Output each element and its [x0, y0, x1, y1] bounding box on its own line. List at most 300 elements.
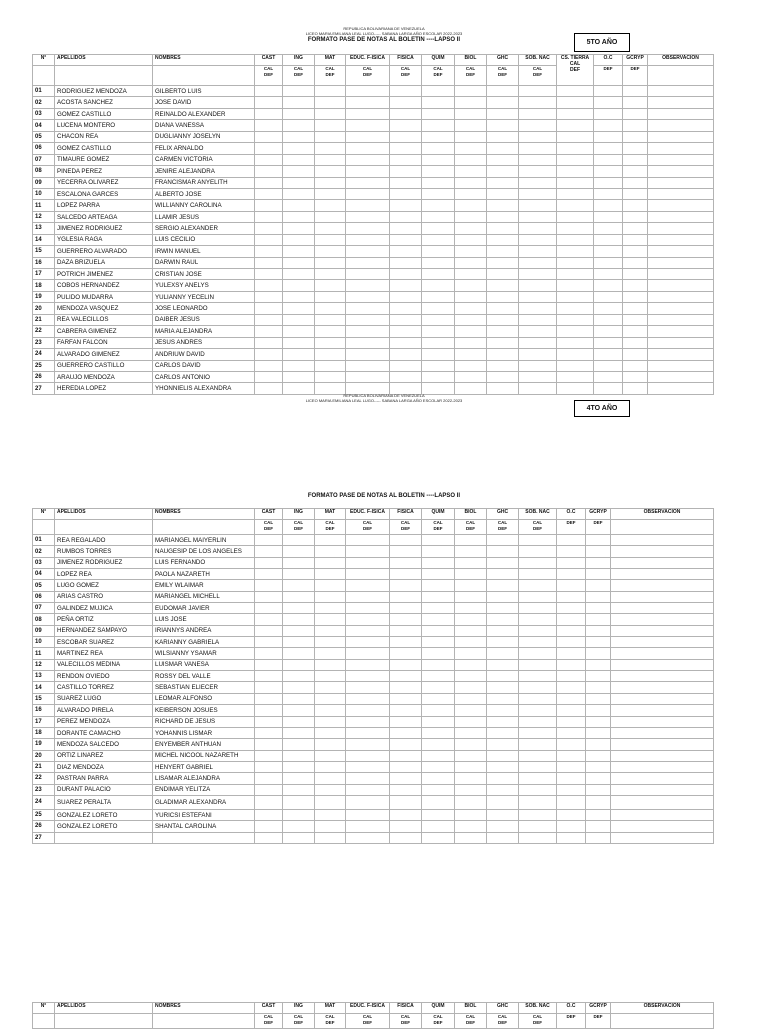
grade-cell[interactable]	[422, 727, 455, 738]
grade-cell[interactable]	[455, 739, 487, 750]
grade-cell[interactable]	[519, 349, 557, 360]
grade-cell[interactable]	[519, 280, 557, 291]
grade-cell[interactable]	[390, 625, 422, 636]
grade-cell[interactable]	[487, 795, 519, 809]
grade-cell[interactable]	[586, 557, 611, 568]
grade-cell[interactable]	[283, 557, 315, 568]
grade-cell[interactable]	[586, 625, 611, 636]
grade-cell[interactable]	[455, 269, 487, 280]
grade-cell[interactable]	[283, 569, 315, 580]
grade-cell[interactable]	[586, 773, 611, 784]
grade-cell[interactable]	[422, 809, 455, 820]
grade-cell[interactable]	[557, 716, 586, 727]
grade-cell[interactable]	[283, 750, 315, 761]
grade-cell[interactable]	[594, 120, 623, 131]
grade-cell[interactable]	[586, 546, 611, 557]
grade-cell[interactable]	[315, 535, 346, 546]
grade-cell[interactable]	[611, 648, 714, 659]
grade-cell[interactable]	[594, 349, 623, 360]
grade-cell[interactable]	[390, 200, 422, 211]
grade-cell[interactable]	[648, 154, 714, 165]
grade-cell[interactable]	[519, 809, 557, 820]
grade-cell[interactable]	[487, 580, 519, 591]
grade-cell[interactable]	[519, 682, 557, 693]
grade-cell[interactable]	[455, 648, 487, 659]
grade-cell[interactable]	[315, 211, 346, 222]
grade-cell[interactable]	[557, 535, 586, 546]
grade-cell[interactable]	[422, 120, 455, 131]
grade-cell[interactable]	[648, 303, 714, 314]
grade-cell[interactable]	[315, 120, 346, 131]
grade-cell[interactable]	[422, 625, 455, 636]
grade-cell[interactable]	[519, 716, 557, 727]
grade-cell[interactable]	[648, 211, 714, 222]
grade-cell[interactable]	[623, 280, 648, 291]
grade-cell[interactable]	[346, 535, 390, 546]
grade-cell[interactable]	[519, 705, 557, 716]
grade-cell[interactable]	[422, 188, 455, 199]
grade-cell[interactable]	[390, 314, 422, 325]
grade-cell[interactable]	[487, 625, 519, 636]
grade-cell[interactable]	[422, 143, 455, 154]
grade-cell[interactable]	[623, 223, 648, 234]
grade-cell[interactable]	[557, 280, 594, 291]
grade-cell[interactable]	[586, 832, 611, 843]
grade-cell[interactable]	[455, 371, 487, 382]
grade-cell[interactable]	[422, 86, 455, 97]
grade-cell[interactable]	[519, 211, 557, 222]
grade-cell[interactable]	[557, 614, 586, 625]
grade-cell[interactable]	[315, 693, 346, 704]
grade-cell[interactable]	[390, 591, 422, 602]
grade-cell[interactable]	[557, 773, 586, 784]
grade-cell[interactable]	[455, 693, 487, 704]
grade-cell[interactable]	[315, 705, 346, 716]
grade-cell[interactable]	[519, 360, 557, 371]
grade-cell[interactable]	[315, 784, 346, 795]
grade-cell[interactable]	[283, 326, 315, 337]
grade-cell[interactable]	[346, 97, 390, 108]
grade-cell[interactable]	[623, 234, 648, 245]
grade-cell[interactable]	[315, 97, 346, 108]
grade-cell[interactable]	[648, 314, 714, 325]
grade-cell[interactable]	[255, 246, 283, 257]
grade-cell[interactable]	[283, 795, 315, 809]
grade-cell[interactable]	[315, 234, 346, 245]
grade-cell[interactable]	[283, 821, 315, 832]
grade-cell[interactable]	[315, 166, 346, 177]
grade-cell[interactable]	[315, 795, 346, 809]
grade-cell[interactable]	[557, 625, 586, 636]
grade-cell[interactable]	[557, 637, 586, 648]
grade-cell[interactable]	[519, 143, 557, 154]
grade-cell[interactable]	[487, 234, 519, 245]
grade-cell[interactable]	[315, 637, 346, 648]
grade-cell[interactable]	[594, 280, 623, 291]
grade-cell[interactable]	[255, 371, 283, 382]
grade-cell[interactable]	[315, 337, 346, 348]
grade-cell[interactable]	[255, 716, 283, 727]
grade-cell[interactable]	[557, 108, 594, 119]
grade-cell[interactable]	[255, 773, 283, 784]
grade-cell[interactable]	[283, 177, 315, 188]
grade-cell[interactable]	[315, 727, 346, 738]
grade-cell[interactable]	[283, 280, 315, 291]
grade-cell[interactable]	[519, 557, 557, 568]
grade-cell[interactable]	[519, 269, 557, 280]
grade-cell[interactable]	[519, 580, 557, 591]
grade-cell[interactable]	[623, 349, 648, 360]
grade-cell[interactable]	[455, 349, 487, 360]
grade-cell[interactable]	[487, 143, 519, 154]
grade-cell[interactable]	[390, 648, 422, 659]
grade-cell[interactable]	[648, 177, 714, 188]
grade-cell[interactable]	[557, 546, 586, 557]
grade-cell[interactable]	[557, 223, 594, 234]
grade-cell[interactable]	[283, 671, 315, 682]
grade-cell[interactable]	[390, 693, 422, 704]
grade-cell[interactable]	[594, 97, 623, 108]
grade-cell[interactable]	[455, 86, 487, 97]
grade-cell[interactable]	[346, 809, 390, 820]
grade-cell[interactable]	[255, 682, 283, 693]
grade-cell[interactable]	[390, 371, 422, 382]
grade-cell[interactable]	[390, 108, 422, 119]
grade-cell[interactable]	[255, 200, 283, 211]
grade-cell[interactable]	[255, 108, 283, 119]
grade-cell[interactable]	[455, 326, 487, 337]
grade-cell[interactable]	[255, 303, 283, 314]
grade-cell[interactable]	[255, 750, 283, 761]
grade-cell[interactable]	[487, 257, 519, 268]
grade-cell[interactable]	[315, 625, 346, 636]
grade-cell[interactable]	[346, 223, 390, 234]
grade-cell[interactable]	[594, 326, 623, 337]
grade-cell[interactable]	[346, 303, 390, 314]
grade-cell[interactable]	[390, 727, 422, 738]
grade-cell[interactable]	[455, 200, 487, 211]
grade-cell[interactable]	[594, 188, 623, 199]
grade-cell[interactable]	[390, 269, 422, 280]
grade-cell[interactable]	[422, 166, 455, 177]
grade-cell[interactable]	[519, 86, 557, 97]
grade-cell[interactable]	[283, 211, 315, 222]
grade-cell[interactable]	[255, 809, 283, 820]
grade-cell[interactable]	[255, 569, 283, 580]
grade-cell[interactable]	[648, 120, 714, 131]
grade-cell[interactable]	[623, 246, 648, 257]
grade-cell[interactable]	[283, 349, 315, 360]
grade-cell[interactable]	[390, 580, 422, 591]
grade-cell[interactable]	[390, 177, 422, 188]
grade-cell[interactable]	[557, 739, 586, 750]
grade-cell[interactable]	[586, 614, 611, 625]
grade-cell[interactable]	[557, 648, 586, 659]
grade-cell[interactable]	[519, 761, 557, 772]
grade-cell[interactable]	[648, 97, 714, 108]
grade-cell[interactable]	[315, 291, 346, 302]
grade-cell[interactable]	[422, 739, 455, 750]
grade-cell[interactable]	[519, 693, 557, 704]
grade-cell[interactable]	[255, 739, 283, 750]
grade-cell[interactable]	[255, 223, 283, 234]
grade-cell[interactable]	[611, 739, 714, 750]
grade-cell[interactable]	[283, 535, 315, 546]
grade-cell[interactable]	[455, 705, 487, 716]
grade-cell[interactable]	[487, 648, 519, 659]
grade-cell[interactable]	[557, 809, 586, 820]
grade-cell[interactable]	[255, 143, 283, 154]
grade-cell[interactable]	[594, 246, 623, 257]
grade-cell[interactable]	[283, 97, 315, 108]
grade-cell[interactable]	[594, 269, 623, 280]
grade-cell[interactable]	[623, 143, 648, 154]
grade-cell[interactable]	[519, 303, 557, 314]
grade-cell[interactable]	[487, 371, 519, 382]
grade-cell[interactable]	[283, 546, 315, 557]
grade-cell[interactable]	[594, 166, 623, 177]
grade-cell[interactable]	[519, 659, 557, 670]
grade-cell[interactable]	[390, 291, 422, 302]
grade-cell[interactable]	[623, 131, 648, 142]
grade-cell[interactable]	[648, 280, 714, 291]
grade-cell[interactable]	[455, 821, 487, 832]
grade-cell[interactable]	[455, 557, 487, 568]
grade-cell[interactable]	[586, 659, 611, 670]
grade-cell[interactable]	[390, 705, 422, 716]
grade-cell[interactable]	[557, 784, 586, 795]
grade-cell[interactable]	[346, 269, 390, 280]
grade-cell[interactable]	[390, 739, 422, 750]
grade-cell[interactable]	[390, 637, 422, 648]
grade-cell[interactable]	[586, 535, 611, 546]
grade-cell[interactable]	[648, 269, 714, 280]
grade-cell[interactable]	[519, 603, 557, 614]
grade-cell[interactable]	[255, 535, 283, 546]
grade-cell[interactable]	[487, 809, 519, 820]
grade-cell[interactable]	[623, 337, 648, 348]
grade-cell[interactable]	[255, 637, 283, 648]
grade-cell[interactable]	[455, 795, 487, 809]
grade-cell[interactable]	[455, 603, 487, 614]
grade-cell[interactable]	[315, 557, 346, 568]
grade-cell[interactable]	[315, 86, 346, 97]
grade-cell[interactable]	[557, 671, 586, 682]
grade-cell[interactable]	[422, 784, 455, 795]
grade-cell[interactable]	[519, 591, 557, 602]
grade-cell[interactable]	[519, 200, 557, 211]
grade-cell[interactable]	[346, 761, 390, 772]
grade-cell[interactable]	[519, 637, 557, 648]
grade-cell[interactable]	[557, 371, 594, 382]
grade-cell[interactable]	[586, 569, 611, 580]
grade-cell[interactable]	[255, 648, 283, 659]
grade-cell[interactable]	[519, 188, 557, 199]
grade-cell[interactable]	[283, 120, 315, 131]
grade-cell[interactable]	[487, 705, 519, 716]
grade-cell[interactable]	[422, 337, 455, 348]
grade-cell[interactable]	[315, 546, 346, 557]
grade-cell[interactable]	[648, 234, 714, 245]
grade-cell[interactable]	[455, 166, 487, 177]
grade-cell[interactable]	[586, 648, 611, 659]
grade-cell[interactable]	[346, 591, 390, 602]
grade-cell[interactable]	[255, 693, 283, 704]
grade-cell[interactable]	[519, 177, 557, 188]
grade-cell[interactable]	[455, 257, 487, 268]
grade-cell[interactable]	[557, 603, 586, 614]
grade-cell[interactable]	[315, 569, 346, 580]
grade-cell[interactable]	[648, 223, 714, 234]
grade-cell[interactable]	[455, 809, 487, 820]
grade-cell[interactable]	[255, 269, 283, 280]
grade-cell[interactable]	[390, 773, 422, 784]
grade-cell[interactable]	[422, 569, 455, 580]
grade-cell[interactable]	[586, 716, 611, 727]
grade-cell[interactable]	[283, 659, 315, 670]
grade-cell[interactable]	[346, 705, 390, 716]
grade-cell[interactable]	[422, 108, 455, 119]
grade-cell[interactable]	[346, 795, 390, 809]
grade-cell[interactable]	[283, 809, 315, 820]
grade-cell[interactable]	[557, 257, 594, 268]
grade-cell[interactable]	[422, 591, 455, 602]
grade-cell[interactable]	[557, 682, 586, 693]
grade-cell[interactable]	[586, 580, 611, 591]
grade-cell[interactable]	[557, 360, 594, 371]
grade-cell[interactable]	[455, 154, 487, 165]
grade-cell[interactable]	[346, 337, 390, 348]
grade-cell[interactable]	[255, 291, 283, 302]
grade-cell[interactable]	[315, 188, 346, 199]
grade-cell[interactable]	[422, 234, 455, 245]
grade-cell[interactable]	[346, 154, 390, 165]
grade-cell[interactable]	[390, 349, 422, 360]
grade-cell[interactable]	[487, 569, 519, 580]
grade-cell[interactable]	[594, 234, 623, 245]
grade-cell[interactable]	[519, 154, 557, 165]
grade-cell[interactable]	[283, 727, 315, 738]
grade-cell[interactable]	[455, 569, 487, 580]
grade-cell[interactable]	[519, 314, 557, 325]
grade-cell[interactable]	[390, 154, 422, 165]
grade-cell[interactable]	[346, 143, 390, 154]
grade-cell[interactable]	[455, 97, 487, 108]
grade-cell[interactable]	[487, 659, 519, 670]
grade-cell[interactable]	[557, 693, 586, 704]
grade-cell[interactable]	[283, 360, 315, 371]
grade-cell[interactable]	[594, 143, 623, 154]
grade-cell[interactable]	[487, 727, 519, 738]
grade-cell[interactable]	[594, 314, 623, 325]
grade-cell[interactable]	[594, 108, 623, 119]
grade-cell[interactable]	[422, 671, 455, 682]
grade-cell[interactable]	[255, 120, 283, 131]
grade-cell[interactable]	[611, 580, 714, 591]
grade-cell[interactable]	[594, 360, 623, 371]
grade-cell[interactable]	[519, 832, 557, 843]
grade-cell[interactable]	[455, 591, 487, 602]
grade-cell[interactable]	[346, 234, 390, 245]
grade-cell[interactable]	[519, 234, 557, 245]
grade-cell[interactable]	[455, 337, 487, 348]
grade-cell[interactable]	[422, 269, 455, 280]
grade-cell[interactable]	[455, 188, 487, 199]
grade-cell[interactable]	[586, 671, 611, 682]
grade-cell[interactable]	[455, 671, 487, 682]
grade-cell[interactable]	[594, 371, 623, 382]
grade-cell[interactable]	[648, 360, 714, 371]
grade-cell[interactable]	[255, 177, 283, 188]
grade-cell[interactable]	[455, 682, 487, 693]
grade-cell[interactable]	[557, 234, 594, 245]
grade-cell[interactable]	[255, 603, 283, 614]
grade-cell[interactable]	[255, 659, 283, 670]
grade-cell[interactable]	[487, 337, 519, 348]
grade-cell[interactable]	[315, 280, 346, 291]
grade-cell[interactable]	[519, 614, 557, 625]
grade-cell[interactable]	[422, 614, 455, 625]
grade-cell[interactable]	[390, 326, 422, 337]
grade-cell[interactable]	[346, 580, 390, 591]
grade-cell[interactable]	[519, 97, 557, 108]
grade-cell[interactable]	[623, 108, 648, 119]
grade-cell[interactable]	[611, 821, 714, 832]
grade-cell[interactable]	[255, 326, 283, 337]
grade-cell[interactable]	[422, 821, 455, 832]
grade-cell[interactable]	[390, 211, 422, 222]
grade-cell[interactable]	[623, 166, 648, 177]
grade-cell[interactable]	[519, 727, 557, 738]
grade-cell[interactable]	[315, 750, 346, 761]
grade-cell[interactable]	[455, 131, 487, 142]
grade-cell[interactable]	[611, 716, 714, 727]
grade-cell[interactable]	[557, 326, 594, 337]
grade-cell[interactable]	[283, 166, 315, 177]
grade-cell[interactable]	[487, 131, 519, 142]
grade-cell[interactable]	[315, 269, 346, 280]
grade-cell[interactable]	[346, 177, 390, 188]
grade-cell[interactable]	[455, 360, 487, 371]
grade-cell[interactable]	[557, 761, 586, 772]
grade-cell[interactable]	[315, 716, 346, 727]
grade-cell[interactable]	[255, 727, 283, 738]
grade-cell[interactable]	[346, 86, 390, 97]
grade-cell[interactable]	[390, 809, 422, 820]
grade-cell[interactable]	[648, 143, 714, 154]
grade-cell[interactable]	[315, 821, 346, 832]
grade-cell[interactable]	[557, 821, 586, 832]
grade-cell[interactable]	[487, 821, 519, 832]
grade-cell[interactable]	[390, 86, 422, 97]
grade-cell[interactable]	[594, 154, 623, 165]
grade-cell[interactable]	[611, 809, 714, 820]
grade-cell[interactable]	[422, 557, 455, 568]
grade-cell[interactable]	[623, 97, 648, 108]
grade-cell[interactable]	[315, 326, 346, 337]
grade-cell[interactable]	[422, 750, 455, 761]
grade-cell[interactable]	[422, 832, 455, 843]
grade-cell[interactable]	[255, 188, 283, 199]
grade-cell[interactable]	[455, 234, 487, 245]
grade-cell[interactable]	[611, 705, 714, 716]
grade-cell[interactable]	[594, 211, 623, 222]
grade-cell[interactable]	[557, 211, 594, 222]
grade-cell[interactable]	[623, 177, 648, 188]
grade-cell[interactable]	[648, 86, 714, 97]
grade-cell[interactable]	[283, 246, 315, 257]
grade-cell[interactable]	[283, 143, 315, 154]
